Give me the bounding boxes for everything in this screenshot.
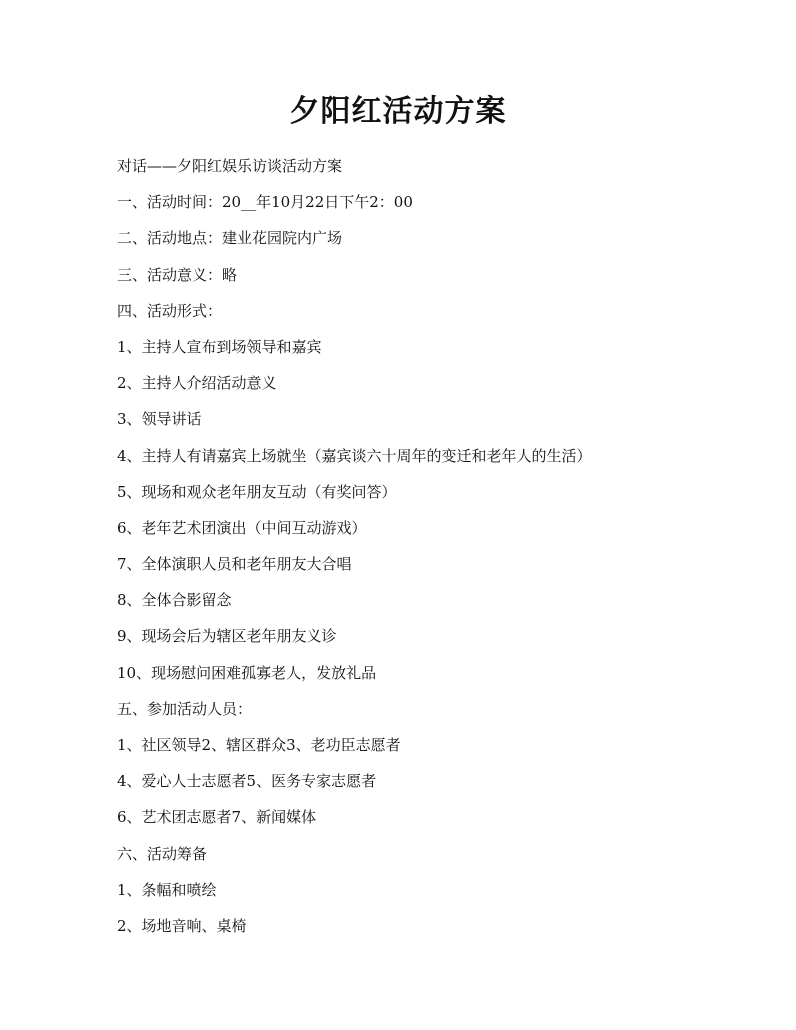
text-line: 4、主持人有请嘉宾上场就坐（嘉宾谈六十周年的变迁和老年人的生活） bbox=[117, 446, 592, 465]
text-line: 6、艺术团志愿者7、新闻媒体 bbox=[117, 808, 317, 827]
text-line: 二、活动地点：建业花园院内广场 bbox=[117, 229, 343, 248]
document-body bbox=[117, 148, 737, 944]
text-line: 6、老年艺术团演出（中间互动游戏） bbox=[117, 518, 367, 537]
text-line: 5、现场和观众老年朋友互动（有奖问答） bbox=[117, 482, 397, 501]
text-line: 7、全体演职人员和老年朋友大合唱 bbox=[117, 555, 352, 574]
text-line: 1、条幅和喷绘 bbox=[117, 880, 217, 899]
text-line: 10、现场慰问困难孤寡老人，发放礼品 bbox=[117, 663, 377, 682]
text-line: 9、现场会后为辖区老年朋友义诊 bbox=[117, 627, 337, 646]
text-line: 4、爱心人士志愿者5、医务专家志愿者 bbox=[117, 772, 377, 791]
document-title: 夕阳红活动方案 bbox=[289, 94, 507, 129]
text-line: 8、全体合影留念 bbox=[117, 591, 232, 610]
text-line: 3、领导讲话 bbox=[117, 410, 202, 429]
text-line: 对话——夕阳红娱乐访谈活动方案 bbox=[117, 157, 343, 175]
text-line: 六、活动筹备 bbox=[117, 844, 208, 863]
text-line: 1、主持人宣布到场领导和嘉宾 bbox=[117, 337, 322, 356]
text-line: 一、活动时间：20__年10月22日下午2：00 bbox=[117, 193, 413, 212]
text-line: 三、活动意义：略 bbox=[117, 265, 238, 284]
text-line: 五、参加活动人员： bbox=[117, 699, 253, 718]
text-line: 1、社区领导2、辖区群众3、老功臣志愿者 bbox=[117, 736, 401, 754]
text-line: 四、活动形式： bbox=[117, 301, 223, 320]
text-line: 2、场地音响、桌椅 bbox=[117, 916, 247, 935]
text-line: 2、主持人介绍活动意义 bbox=[117, 374, 277, 393]
